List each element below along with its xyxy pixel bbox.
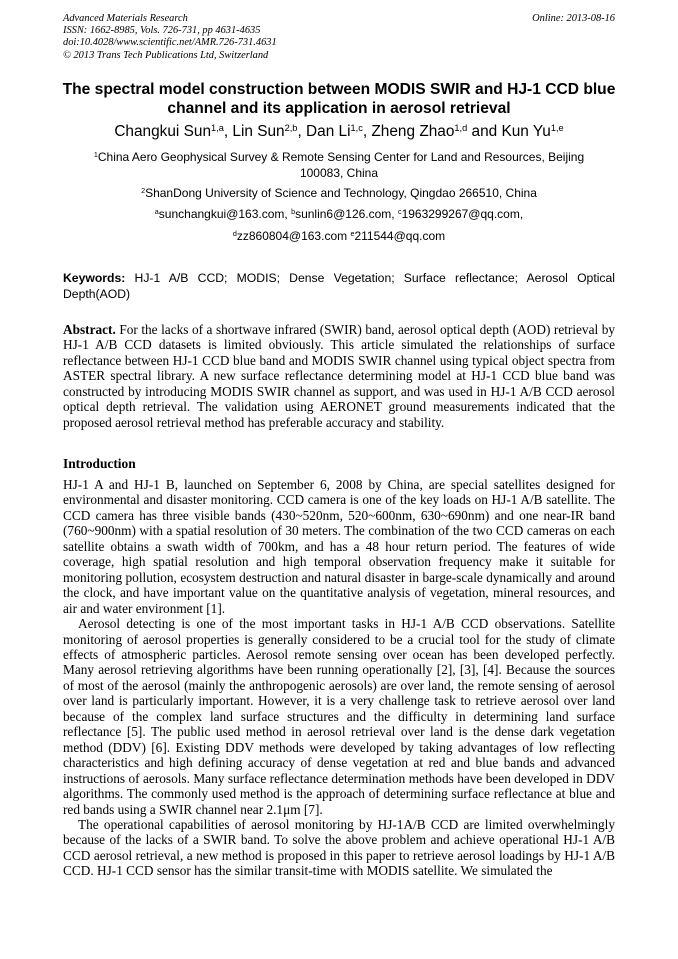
paragraph: The operational capabilities of aerosol monitoring by HJ-1A/B CCD are limited overwhelmingly because of the lacks of a SWIR band. To solve the above problem and achieve operational HJ-1 A/B CCD aerosol retrieval, a new method is proposed in this paper to retrieve aerosol loadings by HJ-1 A/B CCD. HJ-1 CCD sensor has the similar transit-time with MODIS satellite. We simulated the (63, 816, 615, 879)
author-name: Changkui Sun (114, 123, 211, 140)
author-separator: and (467, 123, 502, 140)
author-separator: , (297, 123, 307, 140)
keywords-label: Keywords: (63, 271, 126, 285)
email-mark: b (291, 207, 296, 217)
copyright-line: © 2013 Trans Tech Publications Ltd, Switzerland (63, 49, 269, 61)
paper-title: The spectral model construction between MODIS SWIR and HJ-1 CCD blue channel and its application in aerosol retrieval (62, 81, 616, 117)
abstract-label: Abstract. (63, 322, 116, 337)
section-heading-introduction: Introduction (63, 456, 136, 471)
paragraph: HJ-1 A and HJ-1 B, launched on September 6, 2008 by China, are special satellites designed for environmental and disaster monitoring. CCD camera is one of the key loads on HJ-1 A/B satellite. The CCD camera has three visible bands (430~520nm, 520~600nm, 630~690nm) and one near-IR band (760~900nm) with a spatial resolution of 30 meters. The combination of the two CCD cameras on each satellite obtains a swath width of 700km, and has a 48 hour return period. The features of wide coverage, high spatial resolution and high temporal observation frequency make it suitable for monitoring pollution, ecosystem destruction and natural disaster in barge-scale dynamically and around the clock, and have important value on the quantitative analysis of vegetation, mineral resources, and air and water environment [1]. (63, 477, 615, 616)
author-separator: , (362, 123, 372, 140)
author-affiliation-mark: 1,e (550, 122, 564, 133)
author-name: Dan Li (306, 123, 351, 140)
email-mark: c (397, 207, 402, 217)
affiliation-text: China Aero Geophysical Survey & Remote Sensing Center for Land and Resources, Beijing 100083, China (97, 150, 585, 180)
author-name: Zheng Zhao (371, 123, 455, 140)
abstract-text: For the lacks of a shortwave infrared (SWIR) band, aerosol optical depth (AOD) retrieval by HJ-1 A/B CCD datasets is limited obviously. This article simulated the relationships of surface reflectance between HJ-1 CCD blue band and MODIS SWIR channel using typical object spectra from ASTER spectral library. A new surface reflectance determining model at HJ-1 CCD blue band was constructed by introducing MODIS SWIR channel as support, and was used in HJ-1 A/B CCD aerosol optical depth retrieval. The validation using AERONET ground measurements indicated that the proposed aerosol retrieval method has preferable accuracy and stability. (63, 322, 615, 430)
affiliation-text: ShanDong University of Science and Technology, Qingdao 266510, China (145, 186, 537, 200)
paragraph: Aerosol detecting is one of the most important tasks in HJ-1 A/B CCD observations. Satellite monitoring of aerosol properties is generally considered to be a crucial tool for the study of climate effects of atmospheric particles. Aerosol remote sensing over ocean has been developed perfectly. Many aerosol retrieving algorithms have been running operationally [2], [3], [4]. Because the sources of most of the aerosol (mainly the anthropogenic aerosols) are over land, the remote sensing of aerosol over land is particularly important. However, it is a very challenge task to retrieve aerosol over land because of the complex land surface structures and the difficulty in determining land surface reflectance [5]. The public used method in aerosol retrieval over land is the dense dark vegetation method (DDV) [6]. Existing DDV methods were developed by taking advantages of low reflecting characteristics and high defining accuracy of dense vegetation at red and blue bands and advanced instructions of aerosols. Many surface reflectance determination methods have been developed in DDV algorithms. The commonly used method is the approach of determining surface reflectance at blue and red bands using a SWIR channel near 2.1μm [7]. (63, 616, 615, 817)
issn-line: ISSN: 1662-8985, Vols. 726-731, pp 4631-4635 (63, 25, 261, 37)
email-mark: d (232, 229, 237, 239)
email-link[interactable]: 1963299267@qq.com (401, 207, 520, 221)
online-date: Online: 2013-08-16 (532, 13, 615, 24)
author-affiliation-mark: 1,a (211, 122, 224, 133)
email-link[interactable]: 211544@qq.com (354, 229, 446, 243)
email-line-2 (60, 229, 618, 245)
email-link[interactable]: zz860804@163.com (236, 229, 348, 243)
abstract (63, 322, 615, 430)
author-name: Lin Sun (232, 123, 285, 140)
keywords (63, 271, 615, 302)
affiliation-2 (60, 186, 618, 202)
author-affiliation-mark: 1,d (454, 122, 468, 133)
author-name: Kun Yu (501, 123, 551, 140)
doi-link[interactable]: doi:10.4028/www.scientific.net/AMR.726-731.4631 (63, 37, 277, 49)
journal-header (63, 13, 615, 62)
author-separator: , (223, 123, 233, 140)
email-link[interactable]: sunchangkui@163.com (158, 207, 285, 221)
email-mark: a (154, 207, 159, 217)
email-mark: e (350, 229, 355, 239)
journal-name: Advanced Materials Research (63, 13, 188, 24)
email-line-1: $^a$sunchangkui@163.com, $^b$sunlin6@126.com, $^c$1963299267@qq.com, (154, 207, 524, 221)
author-affiliation-mark: 2,b (284, 122, 298, 133)
author-list (60, 123, 618, 141)
author-affiliation-mark: 1,c (350, 122, 363, 133)
keywords-text: HJ-1 A/B CCD; MODIS; Dense Vegetation; Surface reflectance; Aerosol Optical Depth(AOD) (63, 271, 616, 301)
affiliation-mark: 2 (141, 186, 146, 196)
introduction-body (63, 477, 615, 879)
affiliation-mark: 1 (93, 150, 98, 160)
email-link[interactable]: sunlin6@126.com (295, 207, 392, 221)
affiliation-1 (60, 150, 618, 181)
